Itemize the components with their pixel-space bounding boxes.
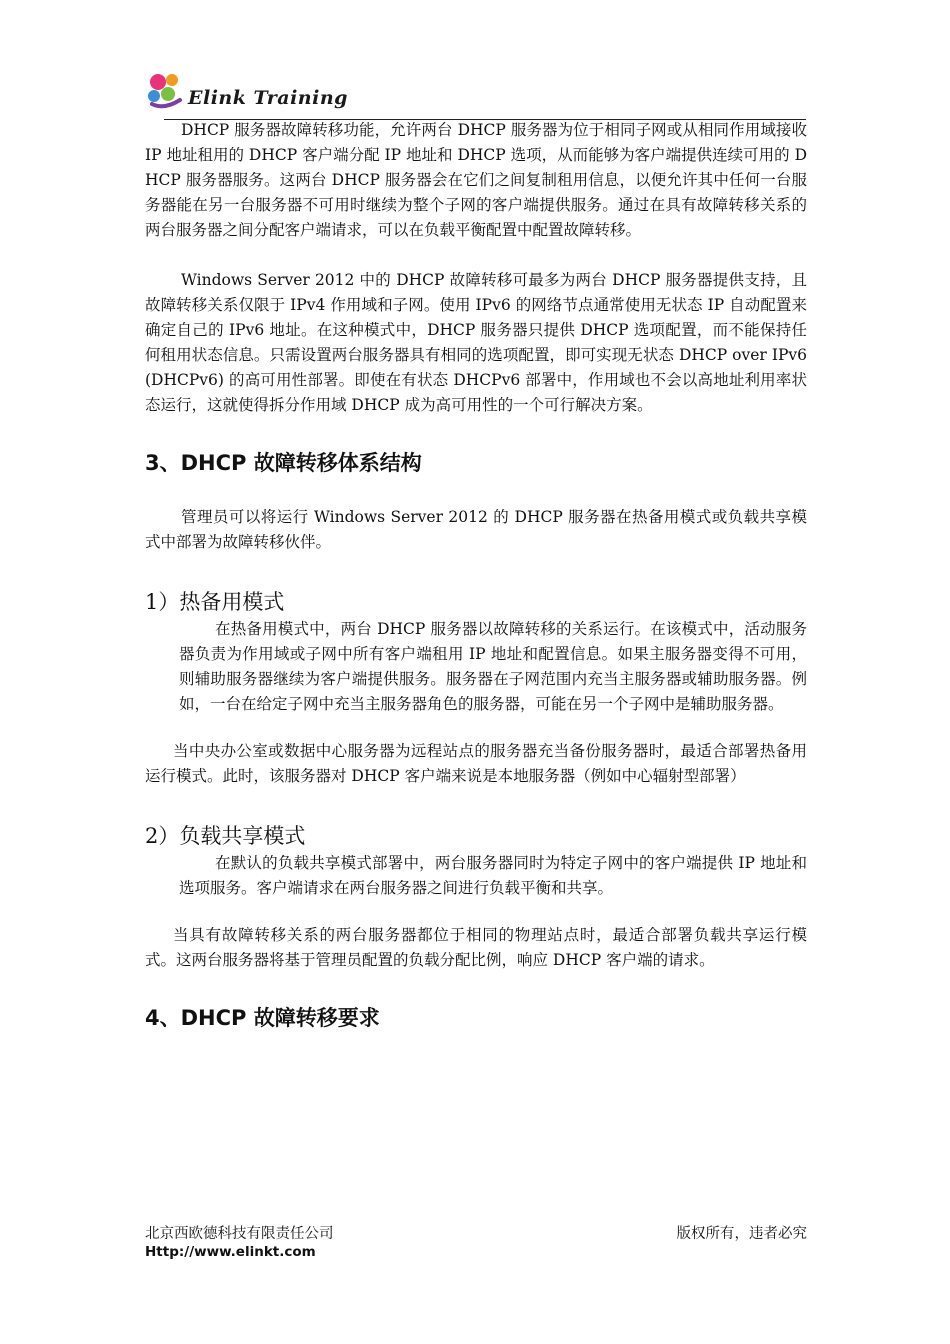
footer-url: Http://www.elinkt.com — [145, 1244, 316, 1260]
document-body — [145, 118, 807, 1033]
hot-standby-usage: 当中央办公室或数据中心服务器为远程站点的服务器充当备份服务器时，最适合部署热备用运行模式。此时，该服务器对 DHCP 客户端来说是本地服务器（例如中心辐射型部署） — [145, 742, 807, 785]
section-3-heading: 3、DHCP 故障转移体系结构 — [145, 451, 422, 475]
footer-copyright: 版权所有，违者必究 — [676, 1226, 807, 1242]
brand-name: Elink Training — [188, 87, 348, 109]
footer-company: 北京西欧德科技有限责任公司 — [145, 1226, 334, 1242]
hot-standby-description: 在热备用模式中，两台 DHCP 服务器以故障转移的关系运行。在该模式中，活动服务器负责为作用域或子网中所有客户端租用 IP 地址和配置信息。如果主服务器变得不可用，则辅助服务器继续为客户端提供服务。服务器在子网范围内充当主服务器或辅助服务器。例如，一台在给定子网中充当主服务器角色的服务器，可能在另一个子网中是辅助服务器。 — [179, 620, 807, 713]
page-footer — [145, 1222, 807, 1268]
paragraph-windows-server: Windows Server 2012 中的 DHCP 故障转移可最多为两台 DHCP 服务器提供支持，且故障转移关系仅限于 IPv4 作用域和子网。使用 IPv6 的网络节点通常使用无状态 IP 自动配置来确定自己的 IPv6 地址。在这种模式中，DHCP 服务器只提供 DHCP 选项配置，而不能保持任何租用状态信息。只需设置两台服务器具有相同的选项配置，即可实现无状态 DHCP over IPv6 (DHCPv6) 的高可用性部署。即使在有状态 DHCPv6 部署中，作用域也不会以高地址利用率状态运行，这就使得拆分作用域 DHCP 成为高可用性的一个可行解决方案。 — [145, 271, 807, 414]
load-sharing-block — [145, 851, 807, 901]
load-sharing-usage: 当具有故障转移关系的两台服务器都位于相同的物理站点时，最适合部署负载共享运行模式。这两台服务器将基于管理员配置的负载分配比例，响应 DHCP 客户端的请求。 — [145, 926, 807, 969]
load-sharing-heading: 2）负载共享模式 — [145, 824, 306, 848]
section-3-intro: 管理员可以将运行 Windows Server 2012 的 DHCP 服务器在热备用模式或负载共享模式中部署为故障转移伙伴。 — [145, 508, 807, 551]
section-4-heading: 4、DHCP 故障转移要求 — [145, 1006, 380, 1030]
page-header — [144, 70, 806, 122]
hot-standby-heading: 1）热备用模式 — [145, 590, 285, 614]
elink-logo-icon — [144, 70, 190, 116]
load-sharing-description: 在默认的负载共享模式部署中，两台服务器同时为特定子网中的客户端提供 IP 地址和选项服务。客户端请求在两台服务器之间进行负载平衡和共享。 — [179, 854, 807, 897]
hot-standby-block — [145, 617, 807, 717]
paragraph-intro: DHCP 服务器故障转移功能，允许两台 DHCP 服务器为位于相同子网或从相同作用域接收 IP 地址租用的 DHCP 客户端分配 IP 地址和 DHCP 选项，从而能够为客户端提供连续可用的 DHCP 服务器服务。这两台 DHCP 服务器会在它们之间复制租用信息，以便允许其中任何一台服务器能在另一台服务器不可用时继续为整个子网的客户端提供服务。通过在具有故障转移关系的两台服务器之间分配客户端请求，可以在负载平衡配置中配置故障转移。 — [145, 121, 807, 239]
